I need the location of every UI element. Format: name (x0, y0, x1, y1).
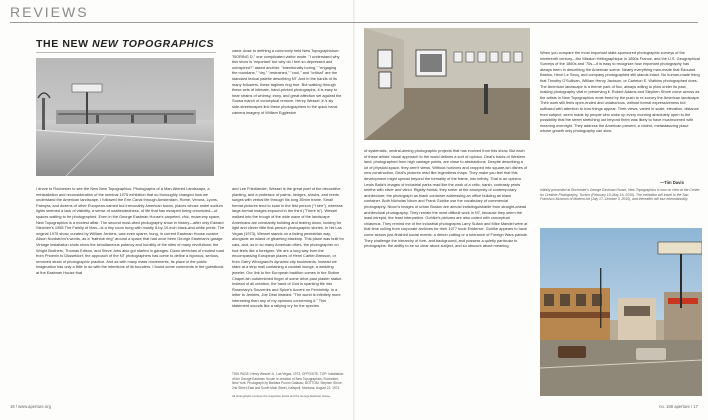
header-rule (10, 22, 698, 23)
section-header: REVIEWS (10, 4, 89, 20)
photo-las-vegas (36, 58, 214, 176)
article-byline: —Tim Davis (660, 180, 684, 185)
kalispell-image (540, 228, 702, 396)
footer-right: no. 198 aperture / 17 (659, 404, 698, 409)
footer-left: 16 / www.aperture.org (10, 404, 51, 409)
article-title (36, 38, 214, 50)
photo-credit: All photographs courtesy the respective artists and the George Eastman House (232, 394, 331, 398)
column-far-right: When you compare the most important state-sponsored photographic surveys of the nineteenth century—the Mission Héliographique in 1850s France, and the U.S. Geographical Surveys of the 1860s and '70s—it is easy to recognize how important photography has always been in describing the American scene. Nearly everything man-made that Édouard Baldus, Henri Le Secq, and company photographed still stands intact. No human-made thing that Timothy O'Sullivan, William Henry Jackson, or Carleton E. Watkins photographed does. The American landscape is a theme park of flux, always willing to plow under its past, making photography vital in preserving it. Robert Adams and Stephen Shore come across as the artists in New Topographics most freed by the push to re-survey the American landscape. Their work still feels open-ended and unlaborious, without formal expressiveness but suffused with attention to how things appear. Their views, varied in scale, elevation, distance from subject, seem made by people who woke up every morning absolutely open to the possibility that the street stretching out beyond them was likely to have mushroomed with meaning overnight. They address the American present, a violent, metastasizing place whose growth only photography can slow. (540, 50, 700, 134)
column-middle-upper: came close to defining a commonly held New Topographicism: "BORING D," one complicated visitor wrote. "I understand why this show is 'important' but why do I feel so depressed and uninspired?" asked another. "Intentionally boring," "engaging the mundane," "dry," "restrained," "cool," and "critical" are the standard lexical palette describing NT. And in the hands of its many followers, these taglines ring true. But walking through these sets of intimate, hand-printed photographs, it is easy to hear strains of whimsy, irony, and great affection set against the Sousa march of conceptual remove. Henry Wessel Jr.'s sly side-streetscapes link these photographers to the quick hand-camera imagery of William Eggleston (232, 48, 342, 115)
photo-kalispell (540, 228, 702, 396)
title-plain: THE NEW (36, 38, 93, 50)
title-italic: NEW TOPOGRAPHICS (92, 38, 215, 50)
title-rule (36, 52, 216, 53)
installation-image (364, 28, 530, 140)
column-middle-lower: and Lee Friedlander; Wessel is the great poet of the decorative planting, and a professor of palms, hedges, shrubs, and reeds surges with verbal life through his long 35mm frame. Small format pictures tend to scan in the first person ("I see"), whereas large-format images expound in the third ("There is"). Wessel walked into the trough of the wide wave of the landscape Americans are constantly building and tearing down, looking for light and clever little first-person photographic stories. In his Las Vegas (1973), Wessel stands on a fading pedestrian way, alongside an island of gleaming blacktop. This plane was built for cars, and, as in so many American cities, the photographer on foot feels like a foreigner. We are a long way from the encompassing European places of Henri Cartier-Bresson, or from Garry Winogrand's dynamic city boulevards. Instead we stare at a strip mall containing a cocktail lounge, a wedding jeweler. Our link to the European tradition comes in the Sixtine Chapel-ish outstretched finger of some drive-past plaster statue. Instead of all creation, the hand of God is sparking life into Rosemary's Souvenirs and Spice's Accent on Femininity. In a letter to Jenkins, Joe Deal insisted: "The world is infinitely more interesting than any of my opinions concerning it." This statement sounds like a rallying cry for the species (232, 186, 344, 309)
page-gutter (353, 0, 355, 420)
las-vegas-image (36, 58, 214, 176)
photo-caption: THIS PAGE: Henry Wessel Jr., Las Vegas, 1973; OPPOSITE, TOP: Installation of the George Eastman House re-creation of New Topographics, Rochester, New York. Photograph by Barbara Puorro Galasso; BOTTOM: Stephen Shore, 2nd Street East and South Main Street, Kalispell, Montana, August 22, 1974. (232, 372, 344, 390)
column-right-upper: of systematic, neutral-aiming photographic projects that has evolved from this show. But each of these artists' visual approach to the world defines a sort of opinion. Deal's tracts of Western land, photographed from high vantage points, are close to abstractions. Despite describing a lot of physical space, they aren't views. Without horizons and cropped into square-ish dishes of new construction, Deal's pictures read like legendless maps. They make you feel that this development might spread beyond the formality of the frame, into infinity. That is an opinion. Lewis Baltz's images of industrial parks read like the work of a critic, harsh, contrasty prints seethe with silver and vitriol. Rigidly frontal, they sneer at the anonymity of contemporary architecture; the photograph as blank container addressing an office building as blank container. Both Nicholas Nixon and Frank Gohlke use the vocabulary of commercial photography. Nixon's images of urban Boston are almost indistinguishable from straight-ahead architectural photography. They remain the most difficult work in NT, because they seem the least intrepid, the least interpretive. Gohlke's pictures are also coded with conceptual chiasmus. They remind me of the industrial photographs Larry Sultan and Mike Mandel were at that time culling from corporate archives for their 1977 book Evidence. Gohlke appears to have come across just-finished social events: a ribbon cutting or a tolerance of Foreign Wars parade. They challenge the hierarchy of fore- and background, and possess a quietly particular to photographs: the ability to be so clear about subject, and so obscure about meaning. (364, 148, 528, 249)
column-left-lower: I drove to Rochester to see the New New Topographics: Photographs of a Man-Altered Landscape, a reinstallation and reconsideration of the seminal 1975 exhibition that so thoroughly changed how we understand the American landscape. I followed the Erie Canal through Amsterdam, Rome, Verona, Lyons, Palmyra, and dozens of other European-named but irrevocably American towns, places whose motel sodium lights seemed a lack of visibility, a sense of unattendedness, of life that has escaped being chronicled—of spaces waiting to be photographed. Even in the George Eastman House's carpeted, chic, museumy space, New Topographics is a modest affair. The second most-cited photography show in history—after only Edward Steichen's 1955 The Family of Man—is a tiny room hung with mostly 8-by-10-inch black-and-white prints. The original 1975 show, curated by William Jenkins, was even sparer, hung, in current Eastman House curator Alison Nordström's words, as a "bathtub ring" around a space that had once been George Eastman's garage. Vintage installation shots show the simultaneous potency and humility of the sites of many revolutions: the Wright Brothers, Thomas Edison, and Steve Jobs also got started in garages. Down stretches of modest road from Phoenix to Düsseldorf, the approach of the NT photographers has come to define a rigorous, serious, removed strain of photographic practice. And as with many mass movements, its place in the public imagination has only a little to do with the intentions of its founders. I found some comments in the guestbook at the Eastman House that (36, 186, 225, 275)
photo-installation (364, 28, 530, 140)
exhibition-note: Initially presented at Rochester's George Eastman House, New Topographics is now on view at the Center for Creative Photography, Tucson (February 19–May 16, 2010). The exhibition will travel to the San Francisco Museum of Modern Art (July 17–October 3, 2010), and thereafter will tour internationally. (540, 188, 700, 202)
